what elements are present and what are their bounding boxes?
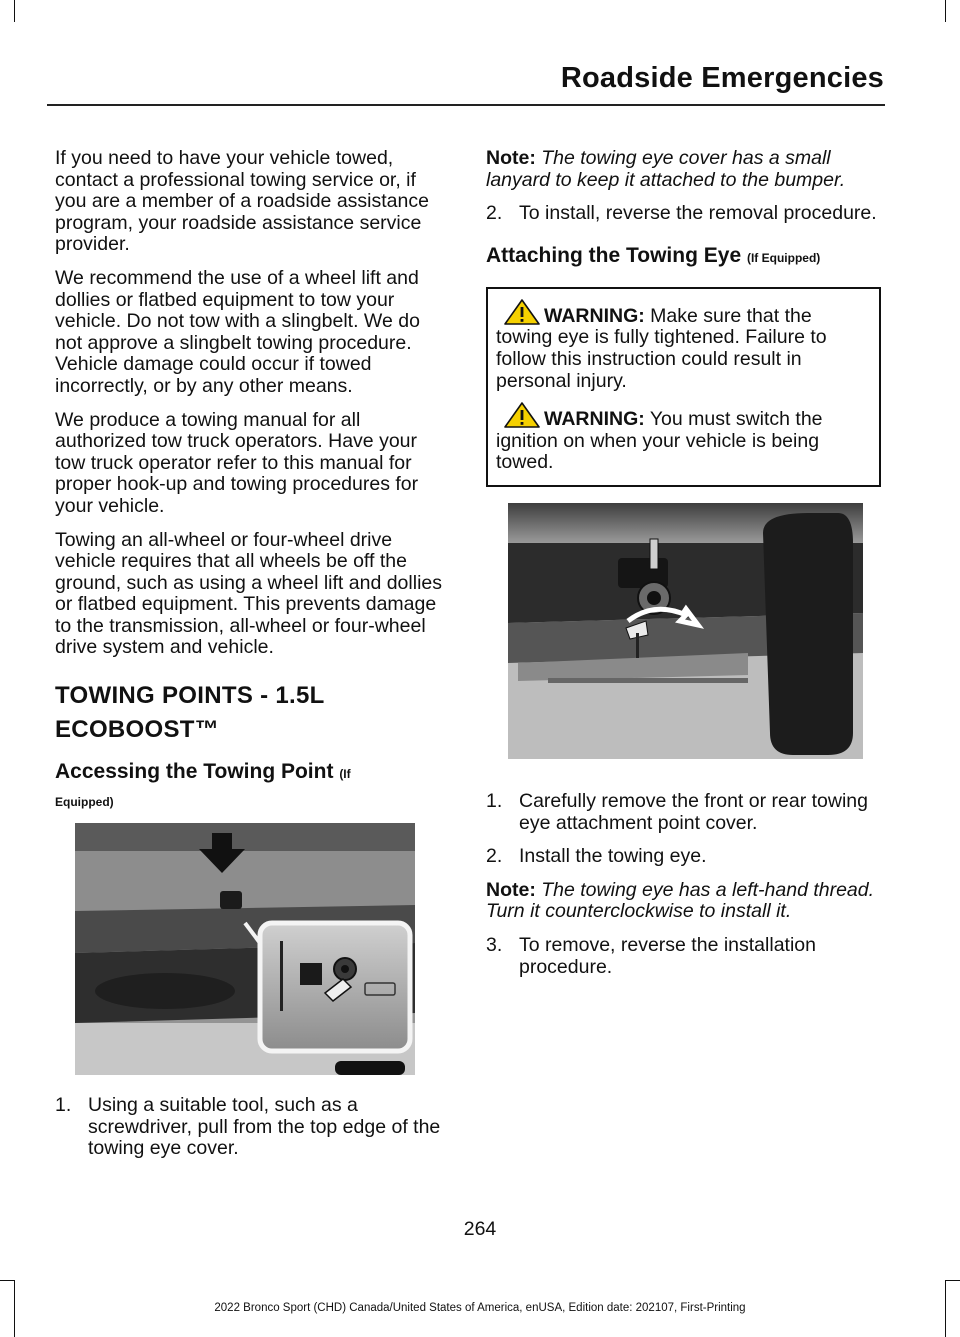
footer-edition-info: 2022 Bronco Sport (CHD) Canada/United States of America, enUSA, Edition date: 202107, First-Printing: [214, 1302, 746, 1314]
section-heading-line-1: TOWING POINTS - 1.5L: [55, 682, 325, 710]
step-text: To install, reverse the removal procedure.: [519, 202, 877, 225]
note-text: The towing eye has a left-hand thread. Turn it counterclockwise to install it.: [486, 878, 875, 923]
step-install-towing-eye: [486, 846, 881, 868]
step-1-remove-cover: [55, 1095, 448, 1160]
step-2-install-cover: [486, 203, 881, 225]
note-left-hand-thread: [486, 880, 881, 923]
warning-text: You must switch the ignition on when your vehicle is being towed.: [496, 408, 823, 474]
left-column: [55, 148, 448, 1172]
step-text: Carefully remove the front or rear towing eye attachment point cover.: [519, 789, 868, 834]
subheading-text: Accessing the Towing Point: [55, 760, 334, 784]
step-number: 1.: [55, 1094, 72, 1117]
if-equipped-label-2: Equipped): [55, 795, 114, 810]
subheading-text: Attaching the Towing Eye: [486, 243, 742, 267]
step-text: To remove, reverse the installation procedure.: [519, 933, 816, 978]
note-text: The towing eye cover has a small lanyard to keep it attached to the bumper.: [486, 147, 846, 191]
warning-label: WARNING:: [544, 408, 645, 431]
warning-box: [486, 287, 881, 487]
page-title: Roadside Emergencies: [560, 62, 884, 94]
crop-mark-bottom-left-h: [0, 1280, 14, 1281]
bumper-cover-drawing: [75, 823, 415, 1075]
step-remove-attachment-cover: [486, 791, 881, 834]
crop-mark-top-right: [945, 0, 946, 22]
step-text: Using a suitable tool, such as a screwdriver, pull from the top edge of the towing eye cover.: [88, 1094, 441, 1160]
towing-eye-illustration: [508, 503, 863, 759]
warning-triangle-icon: [504, 299, 540, 325]
subheading-accessing-towing-point: [55, 759, 448, 815]
step-number: 2.: [486, 845, 503, 868]
step-3-remove-towing-eye: [486, 935, 881, 978]
note-label: Note:: [486, 878, 536, 901]
section-heading-line-2: ECOBOOST™: [55, 716, 220, 744]
steps-list: [486, 791, 881, 868]
crop-mark-bottom-right-h: [946, 1280, 960, 1281]
crop-mark-top-left: [14, 0, 15, 22]
warning-label: WARNING:: [544, 304, 645, 327]
step-number: 3.: [486, 933, 503, 956]
section-heading: [55, 679, 448, 747]
right-column: [486, 148, 881, 990]
step-number: 2.: [486, 202, 503, 225]
page-number: 264: [463, 1218, 497, 1240]
if-equipped-label: (If Equipped): [746, 250, 821, 265]
paragraph-wheel-lift: We recommend the use of a wheel lift and dollies or flatbed equipment to tow your vehicle. Do not tow with a slingbelt. We do not approve a slingbelt towing procedure. Vehicle damage could occur if towed incorrectly, or by any other means.: [55, 266, 420, 397]
towing-eye-drawing: [508, 503, 863, 759]
header-divider: [47, 104, 885, 106]
step-number: 1.: [486, 789, 503, 812]
warning-triangle-icon: [504, 402, 540, 428]
paragraph-towing-service: If you need to have your vehicle towed, contact a professional towing service or, if you are a member of a roadside assistance program, your roadside assistance service provider.: [55, 147, 429, 256]
warning-towing-eye-tightened: [496, 299, 871, 392]
paragraph-towing-manual: We produce a towing manual for all authorized tow truck operators. Have your tow truck operator refer to this manual for proper hook-up and towing procedures for your vehicle.: [55, 408, 419, 517]
step-text: Install the towing eye.: [519, 845, 707, 868]
note-lanyard: [486, 148, 881, 191]
towing-point-cover-illustration: [75, 823, 415, 1075]
paragraph-all-wheel-drive: Towing an all-wheel or four-wheel drive vehicle requires that all wheels be off the ground, such as using a wheel lift and dollies or flatbed equipment. This prevents damage to the transmission, all-wheel or four-wheel drive system and vehicle.: [55, 528, 442, 659]
note-label: Note:: [486, 147, 536, 169]
subheading-attaching-towing-eye: [486, 241, 881, 273]
warning-text: Make sure that the towing eye is fully tightened. Failure to follow this instruction could result in personal injury.: [496, 304, 827, 392]
if-equipped-label: (If: [339, 767, 351, 782]
warning-ignition-on: [496, 402, 871, 474]
